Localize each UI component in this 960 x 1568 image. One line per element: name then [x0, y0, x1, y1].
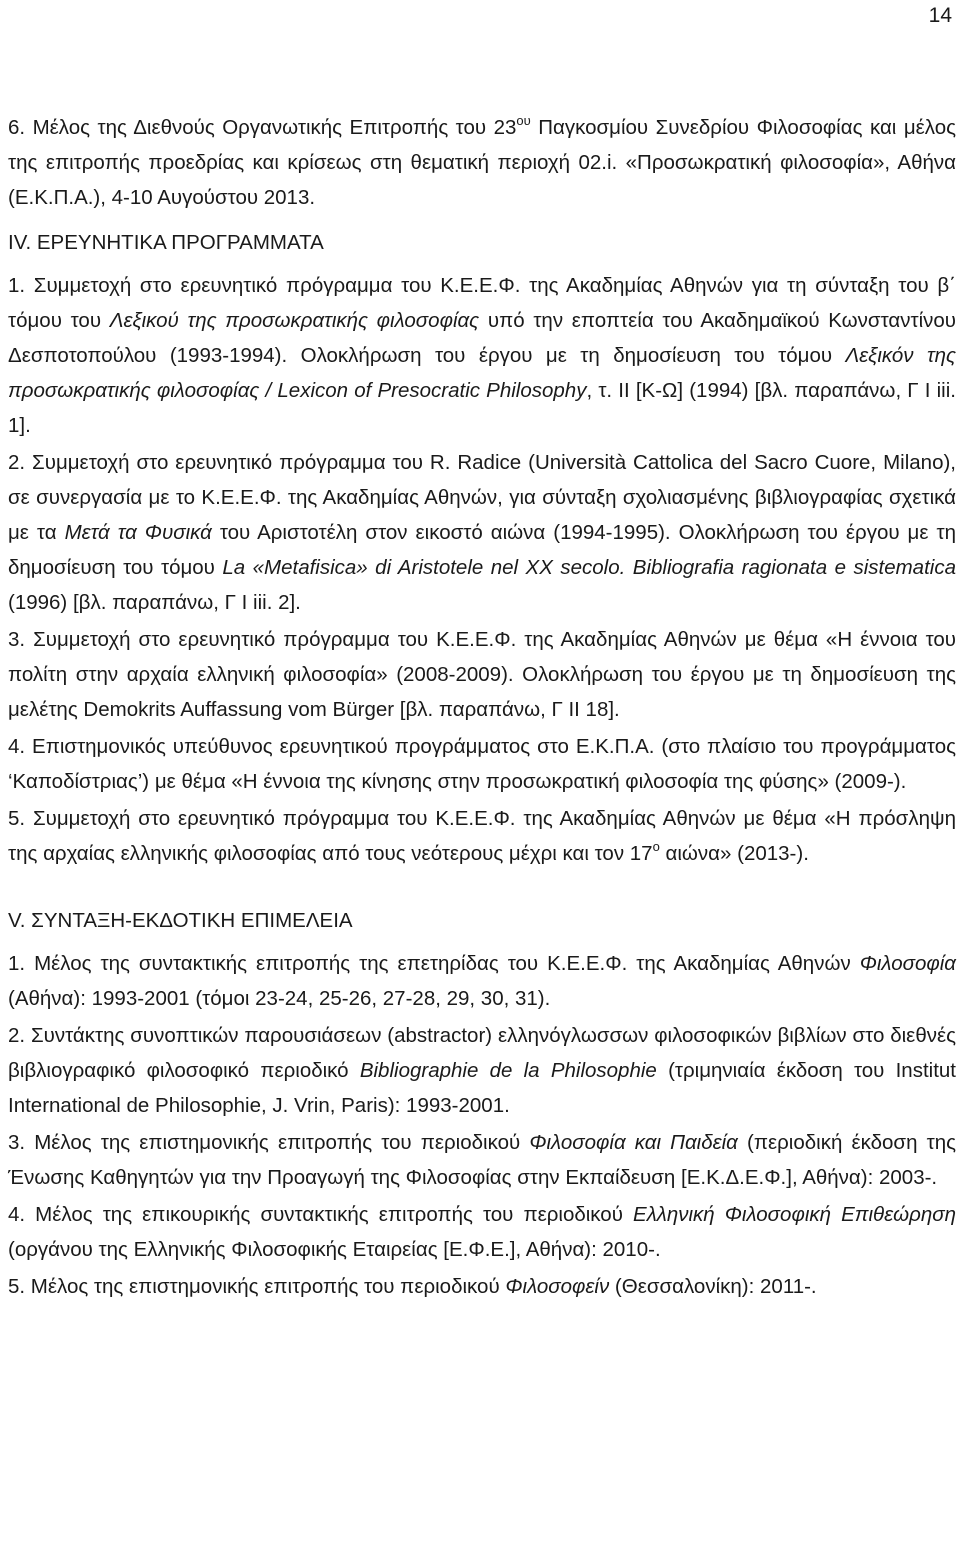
item-italic: Φιλοσοφείν: [505, 1275, 610, 1298]
item-text: 4. Μέλος της επικουρικής συντακτικής επιτροπής του περιοδικού: [8, 1203, 634, 1226]
item-italic: Ελληνική Φιλοσοφική Επιθεώρηση: [633, 1203, 957, 1226]
list-item-v-4: [8, 1197, 956, 1267]
item-text: (Θεσσαλονίκη): 2011-.: [609, 1275, 817, 1298]
item-text: του Αριστοτέλη στον εικοστό αιώνα (1994-1995). Ολοκλήρωση του έργου με τη δημοσίευση του τόμου: [8, 521, 956, 579]
item-text: αιώνα» (2013-).: [659, 842, 809, 865]
list-item-v-1: [8, 946, 956, 1016]
item-text: (1996) [βλ. παραπάνω, Γ Ι iii. 2].: [8, 591, 301, 614]
list-item-iv-4: 4. Επιστημονικός υπεύθυνος ερευνητικού προγράμματος στο Ε.Κ.Π.Α. (στο πλαίσιο του προγράμματος ‘Καποδίστριας’) με θέμα «Η έννοια της κίνησης στην προσωκρατική φιλοσοφία της φύσης» (2009-).: [8, 735, 956, 793]
section-heading-iv: IV. ΕΡΕΥΝΗΤΙΚΑ ΠΡΟΓΡΑΜΜΑΤΑ: [8, 231, 324, 254]
item-text: (Αθήνα): 1993-2001 (τόμοι 23-24, 25-26, 27-28, 29, 30, 31).: [8, 987, 551, 1010]
item-italic: Bibliographie de la Philosophie: [359, 1059, 657, 1082]
list-item-v-2: [8, 1018, 956, 1123]
list-item-iv-3: 3. Συμμετοχή στο ερευνητικό πρόγραμμα του Κ.Ε.Ε.Φ. της Ακαδημίας Αθηνών με θέμα «Η έννοια του πολίτη στην αρχαία ελληνική φιλοσοφία» (2008-2009). Ολοκλήρωση του έργου με τη δημοσίευση της μελέτης Demokrits Auffassung vom Bürger [βλ. παραπάνω, Γ ΙΙ 18].: [8, 628, 956, 721]
item-text: (τριμηνιαία έκδοση του Institut International de Philosophie, J. Vrin, Paris): 1993-2001.: [8, 1059, 957, 1117]
list-item-6: [8, 110, 956, 215]
section-heading-v: V. ΣΥΝΤΑΞΗ-ΕΚΔΟΤΙΚΗ ΕΠΙΜΕΛΕΙΑ: [8, 909, 353, 932]
item-text: 2. Συμμετοχή στο ερευνητικό πρόγραμμα του R. Radice (Università Cattolica del Sacro Cuore, Milano), σε συνεργασία με το Κ.Ε.Ε.Φ. της Ακαδημίας Αθηνών, για σύνταξη σχολιασμένης βιβλιογραφίας σχετικά με τα: [8, 451, 956, 544]
item-italic: La «Metafisica» di Aristotele nel XX secolo. Bibliografia ragionata e sistematica: [222, 556, 956, 579]
page-number: 14: [928, 4, 952, 27]
list-item-v-3: [8, 1125, 956, 1195]
item-text: 2. Συντάκτης συνοπτικών παρουσιάσεων (abstractor) ελληνόγλωσσων φιλοσοφικών βιβλίων στο διεθνές βιβλιογραφικό φιλοσοφικό περιοδικό: [8, 1024, 956, 1082]
item-italic: Λεξικόν της προσωκρατικής φιλοσοφίας / Lexicon of Presocratic Philosophy: [8, 344, 956, 402]
item-text: 3. Μέλος της επιστημονικής επιτροπής του περιοδικού: [8, 1131, 530, 1154]
item-text: 5. Συμμετοχή στο ερευνητικό πρόγραμμα του Κ.Ε.Ε.Φ. της Ακαδημίας Αθηνών με θέμα «Η πρόσληψη της αρχαίας ελληνικής φιλοσοφίας από τους νεότερους μέχρι και τον 17: [8, 807, 956, 865]
item-italic: Μετά τα Φυσικά: [64, 521, 212, 544]
item-text: , τ. ΙΙ [Κ-Ω] (1994) [βλ. παραπάνω, Γ Ι iii. 1].: [8, 379, 956, 437]
list-item-iv-1: [8, 268, 956, 443]
superscript: ο: [652, 839, 660, 854]
item-text: υπό την εποπτεία του Ακαδημαϊκού Κωνσταντίνου Δεσποτοπούλου (1993-1994). Ολοκλήρωση του έργου με τη δημοσίευση του τόμου: [8, 309, 957, 367]
item-text: 6. Μέλος της Διεθνούς Οργανωτικής Επιτροπής του 23: [8, 116, 517, 139]
item-text: Παγκοσμίου Συνεδρίου Φιλοσοφίας και μέλος της επιτροπής προεδρίας και κρίσεως στη θεματική περιοχή 02.i. «Προσωκρατική φιλοσοφία», Αθήνα (Ε.Κ.Π.Α.), 4-10 Αυγούστου 2013.: [8, 116, 956, 209]
item-italic: Λεξικού της προσωκρατικής φιλοσοφίας: [109, 309, 480, 332]
superscript: ου: [516, 113, 531, 128]
item-italic: Φιλοσοφία: [859, 952, 956, 975]
item-text: 1. Συμμετοχή στο ερευνητικό πρόγραμμα του Κ.Ε.Ε.Φ. της Ακαδημίας Αθηνών για τη σύνταξη του β΄ τόμου του: [8, 274, 956, 332]
item-text: (οργάνου της Ελληνικής Φιλοσοφικής Εταιρείας [Ε.Φ.Ε.], Αθήνα): 2010-.: [8, 1238, 661, 1261]
list-item-v-5: [8, 1269, 956, 1304]
item-text: 5. Μέλος της επιστημονικής επιτροπής του περιοδικού: [8, 1275, 506, 1298]
list-item-iv-5: [8, 801, 956, 871]
item-italic: Φιλοσοφία και Παιδεία: [529, 1131, 738, 1154]
item-text: 1. Μέλος της συντακτικής επιτροπής της επετηρίδας του Κ.Ε.Ε.Φ. της Ακαδημίας Αθηνών: [8, 952, 860, 975]
document-body: [8, 110, 956, 1304]
item-text: (περιοδική έκδοση της Ένωσης Καθηγητών για την Προαγωγή της Φιλοσοφίας στην Εκπαίδευση [Ε.Κ.Δ.Ε.Φ.], Αθήνα): 2003-.: [8, 1131, 956, 1189]
list-item-iv-2: [8, 445, 956, 620]
